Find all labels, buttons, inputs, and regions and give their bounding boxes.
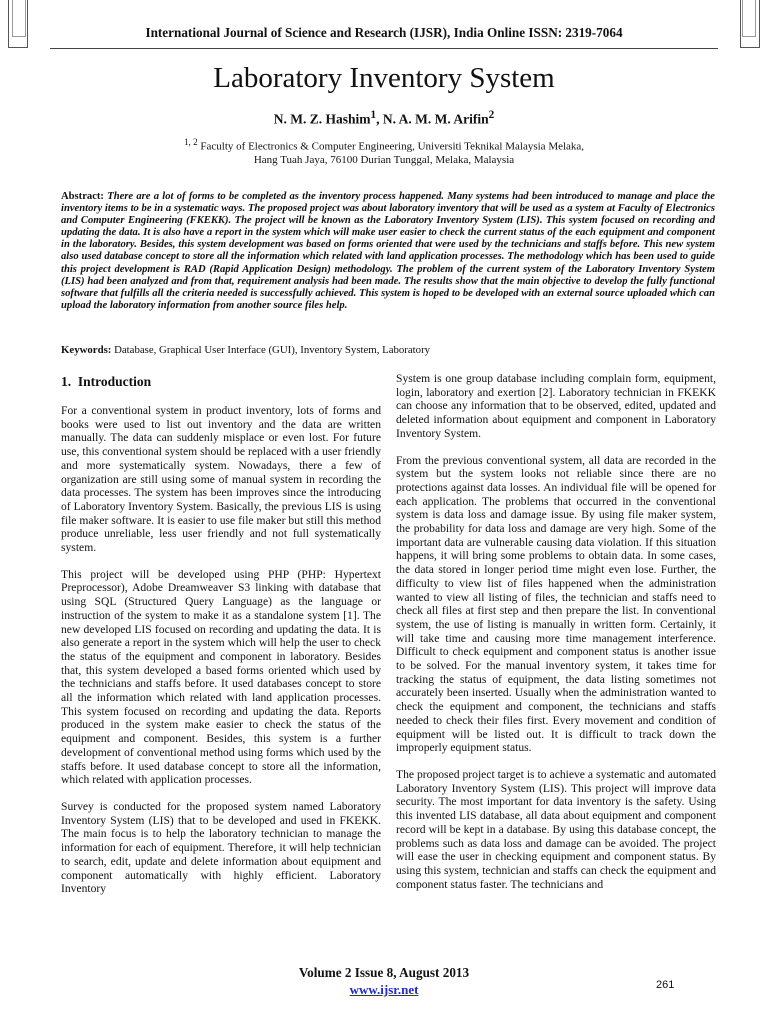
right-column — [396, 372, 716, 904]
keywords-text: Database, Graphical User Interface (GUI), Inventory System, Laboratory — [114, 344, 431, 356]
author-1-affil-mark: 1 — [370, 109, 377, 121]
body-paragraph: This project will be developed using PHP (PHP: Hypertext Preprocessor), Adobe Dreamweaver S3 linking with database that using SQL (Structured Query Language) as the language or instruction of the system to make it as a standalone system [1]. The new developed LIS focused on recording and updating the data. It is also generate a report in the system which will help the user to check the status of the equipment and component in laboratory. Besides that, this system developed a based forms oriented which used by the technicians and staffs before. It used databases concept to store all the information which related with land application processes. This system focused on recording and updating the data. Reports produced in the system make easier to check the status of the equipment and component. Besides, this system is a further development of conventional method using forms which used by the staffs before. It used database concept to store all the information, which related with application processes. — [61, 567, 381, 787]
author-1: N. M. Z. Hashim — [273, 111, 371, 127]
page-number: 261 — [656, 979, 675, 991]
author-line — [0, 106, 768, 129]
abstract-label: Abstract: — [61, 191, 104, 202]
abstract-text: There are a lot of forms to be completed as the inventory process happened. Many systems had been introduced to manage and place the inventory items to be in a systematic ways. The proposed project was about laboratory inventory that will be used as a system at Faculty of Electronics and Computer Engineering (FKEKK). The project will be known as the Laboratory Inventory System (LIS). This system focused on recording and updating the data. It is also have a report in the system which will make user easier to check the current status of the each equipment and component in the laboratory. Besides, this system development was based on forms oriented that were used by the technicians and staffs before. This new system also used database concept to store all the information which related with land application processes. The methodology which has been used to guide this project development is RAD (Rapid Application Design) methodology. The problem of the current system of the Laboratory Inventory System (LIS) had been analyzed and from that, requirement analysis had been made. The results show that the main objective to develop the fully functional software that fulfills all the criteria needed is successfully achieved. This system is hoped to be developed with an external source uploaded which can upload the laboratory information from another source files help. — [61, 191, 715, 311]
footer-volume: Volume 2 Issue 8, August 2013 — [298, 965, 470, 980]
body-paragraph: For a conventional system in product inventory, lots of forms and books were used to list out inventory and the data are written manually. The data can suddenly misplace or even lost. For future use, this conventional system should be replaced with a user friendly and more systematically system. Nowadays, there a few of organization are still using some of manual system in recording the data processes. The system has been improves since the introducing of Laboratory Inventory System. Basically, the previous LIS is using file maker software. It is easier to use file maker but still this method produce unreliable, less user friendly and not full systematically system. — [61, 404, 381, 555]
section-heading-introduction: 1. Introduction — [61, 374, 152, 389]
left-column — [61, 372, 381, 909]
header-rule — [50, 48, 718, 49]
affiliation-line-2: Hang Tuah Jaya, 76100 Durian Tunggal, Melaka, Malaysia — [253, 153, 515, 166]
body-paragraph: From the previous conventional system, all data are recorded in the system but the system looks not reliable since there are no protections against data losses. An individual file will be opened for each application. The problems that occurred in the conventional system is data loss and damage issue. By using file maker system, the probability for data loss and damage are very high. Some of the important data are vulnerable causing data violation. If this situation happens, it will bring some problems to obtain data. In some cases, the data stored in longer period time might even lose. Further, the difficulty to view list of files happened when the administration wanted to view all listing of files, the technician and staffs need to check all files at first step and then prepare the list. In conventional system, the use of listing is manually in written form. Certainly, it will take time and causing more time management interference. Difficult to check equipment and component status is another issue to be solved. For the manual inventory system, it takes time for tracking the status of equipment, the data listing sometimes not accurately been inserted. Usually when the administration wanted to check the equipment and component, the technicians and staffs needed to check their files first. Every movement and condition of equipment will be listed out. It is difficult to track down the improperly equipment status. — [396, 453, 716, 755]
author-2-affil-mark: 2 — [488, 109, 495, 121]
affiliation-mark: 1, 2 — [183, 137, 198, 147]
author-2: N. A. M. M. Arifin — [382, 111, 489, 127]
body-paragraph: System is one group database including complain form, equipment, login, laboratory and exertion [2]. Laboratory technician in FKEKK can choose any information that to be observed, edited, updated and deleted information about equipment and component in Laboratory Inventory System. — [396, 372, 716, 440]
affiliation-line-1: Faculty of Electronics & Computer Engineering, Universiti Teknikal Malaysia Melaka, — [200, 140, 585, 153]
body-paragraph: Survey is conducted for the proposed system named Laboratory Inventory System (LIS) that to be developed and used in FKEKK. The main focus is to help the laboratory technician to manage the information for each of equipment. Therefore, it will help technician to search, edit, update and delete information about equipment and component automatically with highly efficient. Laboratory Inventory — [61, 799, 381, 896]
keywords-label: Keywords: — [61, 344, 112, 356]
abstract — [61, 191, 715, 312]
paper-title: Laboratory Inventory System — [213, 62, 555, 94]
affiliation — [0, 136, 768, 167]
author-separator: , — [376, 111, 383, 127]
journal-header: International Journal of Science and Research (IJSR), India Online ISSN: 2319-7064 — [145, 25, 623, 40]
footer-url-link[interactable]: www.ijsr.net — [349, 982, 419, 997]
body-paragraph: The proposed project target is to achieve a systematic and automated Laboratory Inventory System (LIS). This project will improve data security. The most important for data inventory is the safety. Using this invented LIS database, all data about equipment and component record will be kept in a database. By using this database concept, the problems such as data loss and damage can be avoided. The project will ease the user in checking equipment and component status. By using this system, technician and staffs can check the equipment and component status faster. The technicians and — [396, 767, 716, 891]
keywords — [61, 344, 715, 357]
